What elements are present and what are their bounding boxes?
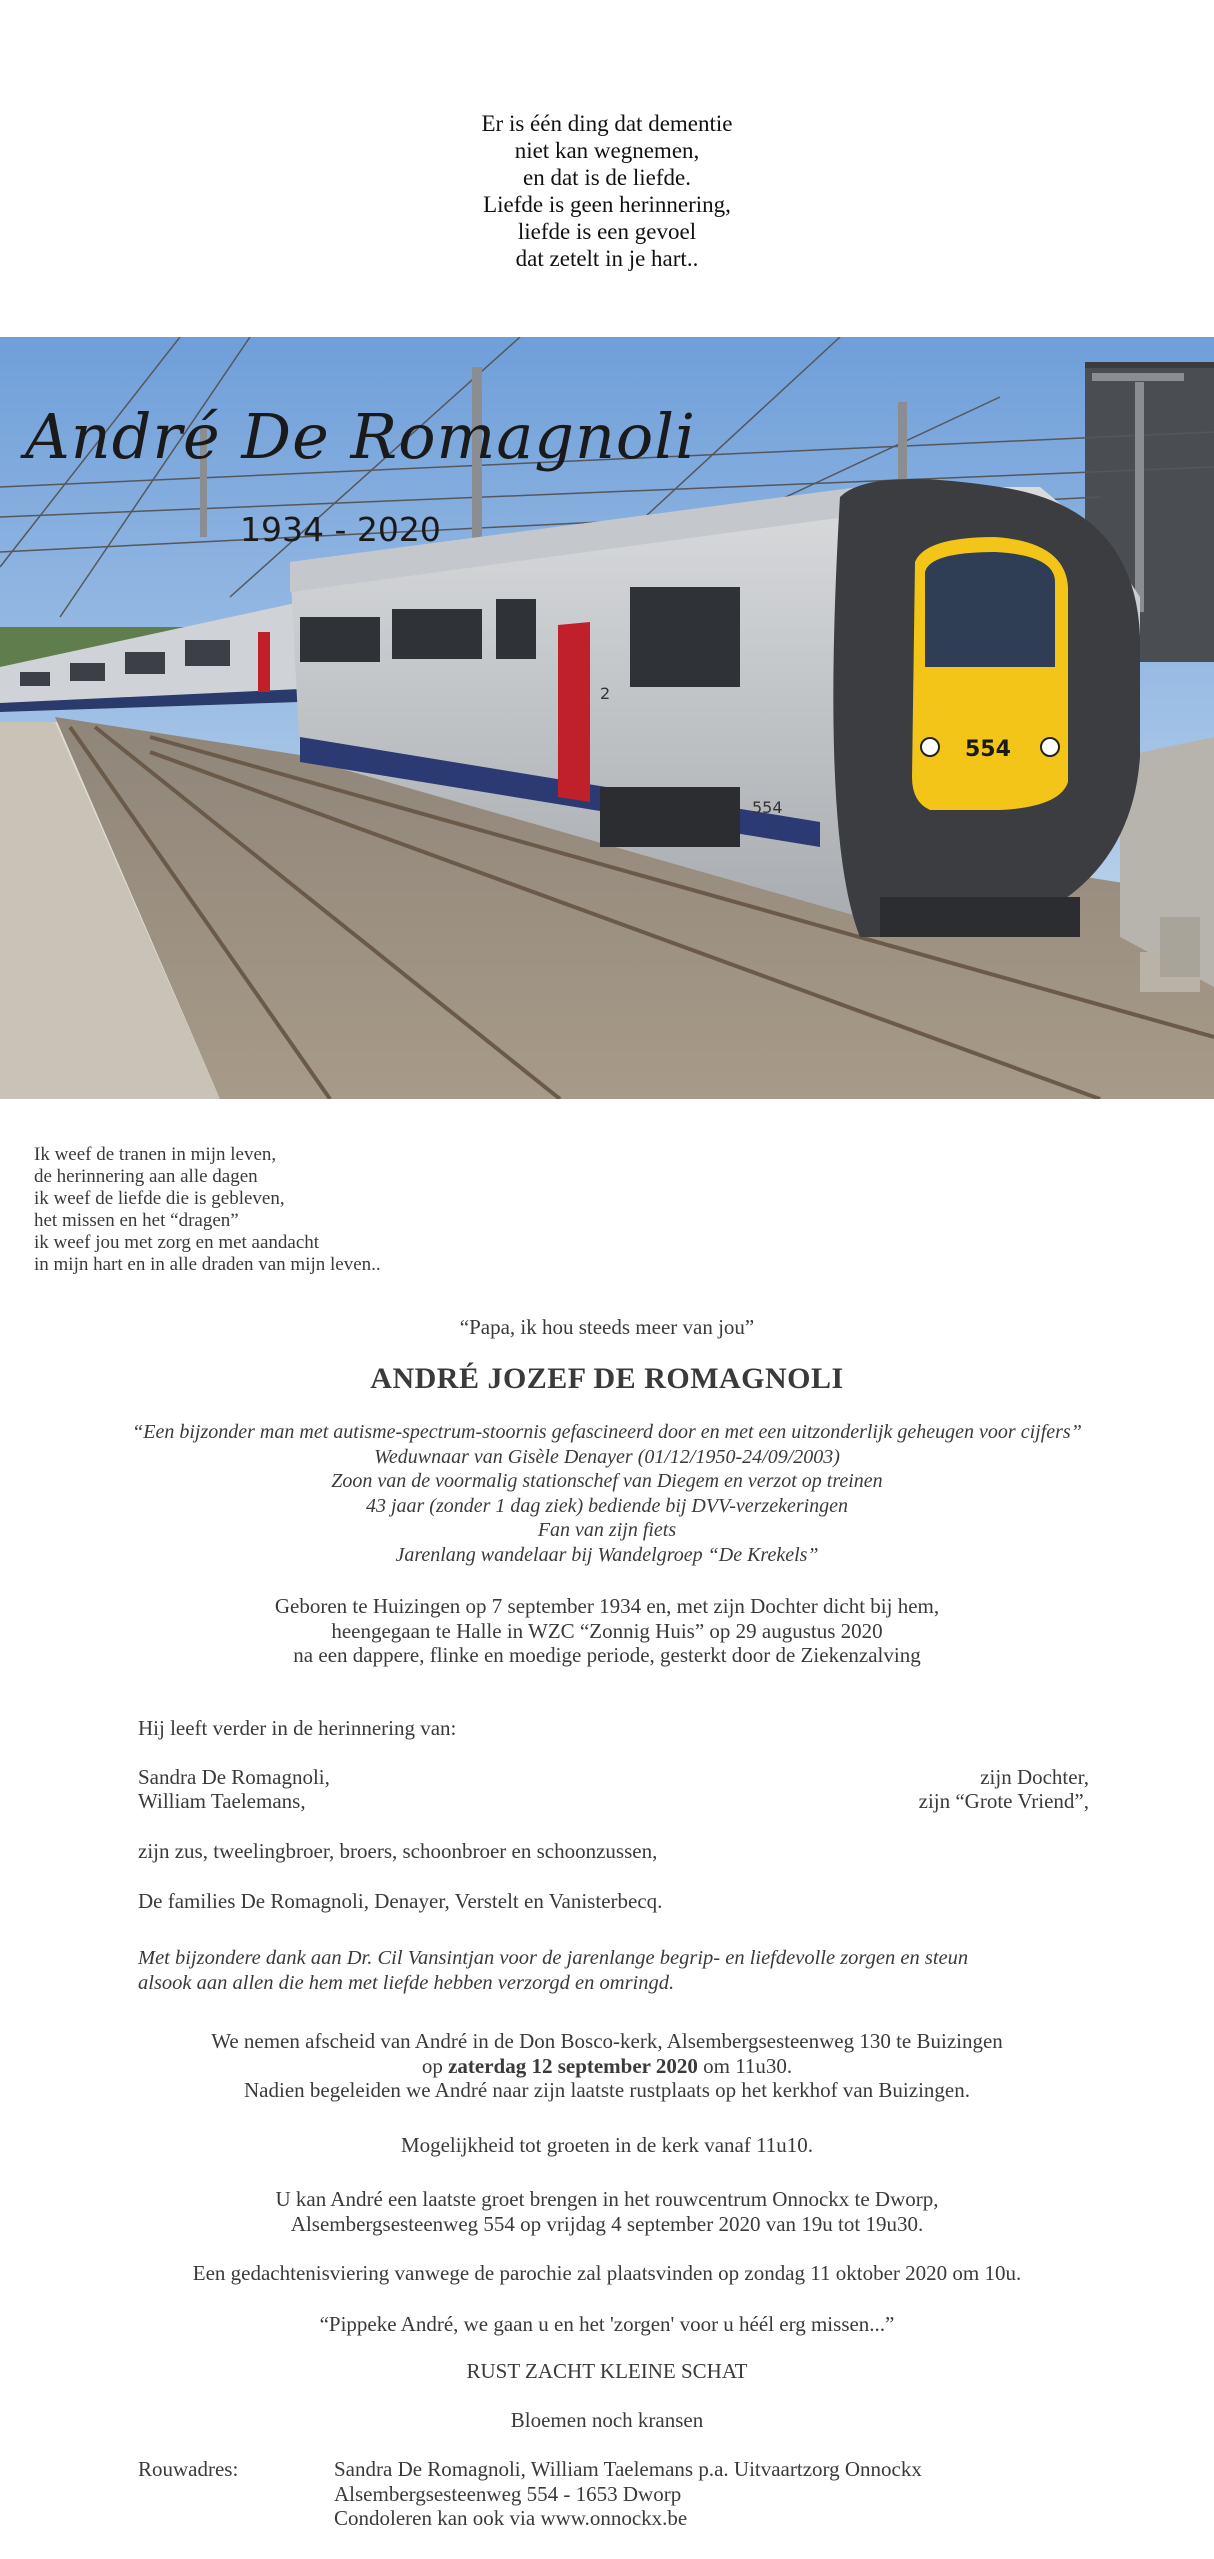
description-line: Weduwnaar van Gisèle Denayer (01/12/1950-24/09/2003): [374, 1445, 840, 1468]
farewell-block: [0, 2029, 1214, 2103]
farewell-date: zaterdag 12 september 2020: [448, 2053, 698, 2078]
farewell-time: om 11u30.: [697, 2053, 793, 2078]
families-line: De families De Romagnoli, Denayer, Verstelt en Vanisterbecq.: [138, 1889, 663, 1913]
poem-line: Er is één ding dat dementie: [481, 111, 733, 136]
poem-line: niet kan wegnemen,: [514, 138, 700, 163]
address-line: Sandra De Romagnoli, William Taelemans p.a. Uitvaartzorg Onnockx: [334, 2457, 922, 2481]
address-label: Rouwadres:: [138, 2457, 239, 2481]
second-poem: [34, 1144, 381, 1276]
birth-line: Geboren te Huizingen op 7 september 1934 en, met zijn Dochter dicht bij hem,: [274, 1594, 940, 1618]
thanks-line: Met bijzondere dank aan Dr. Cil Vansintjan voor de jarenlange begrip- en liefdevolle zorgen en steun: [138, 1947, 969, 1969]
last-greeting-line: U kan André een laatste groet brengen in het rouwcentrum Onnockx te Dworp,: [275, 2187, 939, 2211]
description-line: 43 jaar (zonder 1 dag ziek) bediende bij DVV-verzekeringen: [365, 1494, 849, 1517]
thanks-block: [138, 1946, 968, 1996]
address-line: Condoleren kan ook via www.onnockx.be: [334, 2506, 688, 2530]
relative-row: [138, 1765, 1089, 1790]
poem-line: de herinnering aan alle dagen: [34, 1166, 258, 1187]
poem-line: ik weef jou met zorg en met aandacht: [34, 1232, 320, 1253]
birth-line: heengegaan te Halle in WZC “Zonnig Huis” op 29 augustus 2020: [331, 1618, 883, 1643]
description-line: Zoon van de voormalig stationschef van Diegem en verzot op treinen: [331, 1470, 883, 1492]
farewell-line: Nadien begeleiden we André naar zijn laatste rustplaats op het kerkhof van Buizingen.: [244, 2078, 970, 2102]
birth-death-block: [0, 1594, 1214, 1668]
poem-line: Liefde is geen herinnering,: [483, 192, 731, 217]
poem-line: het missen en het “dragen”: [34, 1210, 239, 1231]
poem-line: liefde is een gevoel: [517, 219, 697, 244]
last-greeting-line: Alsembergsesteenweg 554 op vrijdag 4 september 2020 van 19u tot 19u30.: [290, 2211, 924, 2236]
farewell-line: We nemen afscheid van André in de Don Bosco-kerk, Alsembergsesteenweg 130 te Buizingen: [211, 2029, 1003, 2053]
opening-poem: [0, 110, 1214, 272]
thanks-line: alsook aan allen die hem met liefde hebben verzorgd en omringd.: [138, 1972, 675, 1994]
description-line: “Een bijzonder man met autisme-spectrum-stoornis gefascineerd door en met een uitzonderlijk geheugen voor cijfers”: [132, 1421, 1082, 1443]
poem-line: en dat is de liefde.: [523, 165, 691, 190]
papa-quote: “Papa, ik hou steeds meer van jou”: [459, 1315, 755, 1339]
pippeke-quote: “Pippeke André, we gaan u en het 'zorgen' voor u héél erg missen...”: [319, 2312, 895, 2336]
photo-years: 1934 - 2020: [240, 510, 441, 549]
siblings-line: zijn zus, tweelingbroer, broers, schoonbroer en schoonzussen,: [138, 1839, 658, 1863]
birth-line: na een dappere, flinke en moedige periode, gesterkt door de Ziekenzalving: [293, 1643, 921, 1667]
relative-name: Sandra De Romagnoli,: [138, 1765, 330, 1789]
poem-line: in mijn hart en in alle draden van mijn leven..: [34, 1254, 381, 1275]
poem-line: Ik weef de tranen in mijn leven,: [34, 1144, 277, 1165]
photo-name-title: André De Romagnoli: [25, 400, 696, 473]
lives-on-heading: Hij leeft verder in de herinnering van:: [138, 1716, 457, 1740]
last-greeting-block: [0, 2187, 1214, 2236]
description-block: [0, 1420, 1214, 1567]
memorial-info: Een gedachtenisviering vanwege de parochie zal plaatsvinden op zondag 11 oktober 2020 om 10u.: [192, 2261, 1022, 2285]
relative-row: [138, 1789, 1089, 1814]
poem-line: ik weef de liefde die is gebleven,: [34, 1188, 285, 1209]
full-name-heading: ANDRÉ JOZEF DE ROMAGNOLI: [370, 1362, 844, 1395]
description-line: Jarenlang wandelaar bij Wandelgroep “De Krekels”: [395, 1543, 819, 1566]
relative-relation: zijn “Grote Vriend”,: [918, 1789, 1089, 1813]
flowers-note: Bloemen noch kransen: [510, 2408, 704, 2432]
farewell-date-line: [0, 2054, 1214, 2079]
relative-name: William Taelemans,: [138, 1789, 306, 1813]
address-block: [334, 2457, 922, 2531]
description-line: Fan van zijn fiets: [537, 1519, 677, 1541]
poem-line: dat zetelt in je hart..: [515, 246, 699, 271]
car-label: 554: [752, 798, 783, 817]
rest-in-peace-line: RUST ZACHT KLEINE SCHAT: [466, 2359, 748, 2383]
train-number: 554: [965, 737, 1011, 762]
farewell-prefix: op: [421, 2053, 449, 2078]
address-line: Alsembergsesteenweg 554 - 1653 Dworp: [334, 2481, 682, 2506]
car-number: 2: [600, 684, 611, 703]
relative-relation: zijn Dochter,: [980, 1765, 1089, 1789]
greeting-info: Mogelijkheid tot groeten in de kerk vanaf 11u10.: [400, 2133, 814, 2157]
